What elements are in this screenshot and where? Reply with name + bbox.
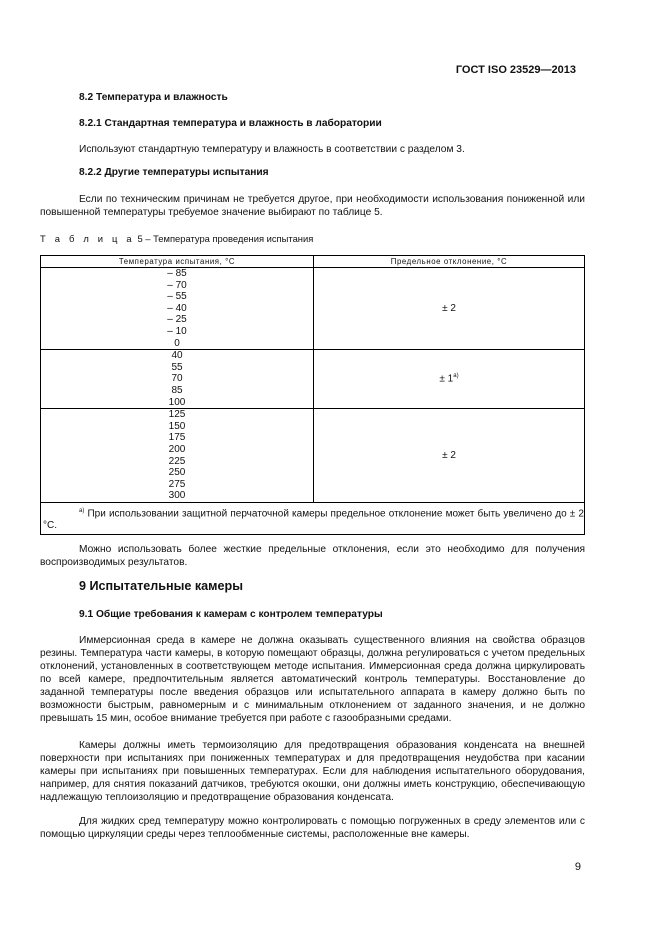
section-8-2-title: 8.2 Температура и влажность <box>79 92 228 103</box>
section-9-1-paragraph-1: Иммерсионная среда в камере не должна оказывать существенного влияния на свойства образцов резины. Температура части камеры, в которую помещают образцы, должна регулироваться с учетом предельных отклонений, установленных в соответствующем методе испытания. Иммерсионная среда должна циркулировать по всей камере, предпочтительным является автоматический контроль температуры. Восстановление до заданной температуры после введения образцов или испытательного аппарата в камеру должно быть по возможности быстрым, равномерным и с минимальным отклонением от заданного значения, и не должно превышать 15 мин, особое внимание требуется при работе с газообразными средами. <box>40 635 585 724</box>
section-8-2-2-title: 8.2.2 Другие температуры испытания <box>79 167 269 178</box>
temperature-value: 125 <box>168 409 186 421</box>
temperature-value: – 55 <box>167 291 187 303</box>
page-number: 9 <box>574 861 581 873</box>
temperature-value: 250 <box>168 467 186 479</box>
temperature-table <box>40 255 585 535</box>
temperature-value: 300 <box>168 490 186 502</box>
section-9-title: 9 Испытательные камеры <box>79 579 243 593</box>
table-caption-prefix: Т а б л и ц а <box>40 233 135 244</box>
footnote-ref: a) <box>453 373 459 380</box>
temperature-value: 40 <box>171 350 183 362</box>
table-row <box>41 268 585 350</box>
temperature-value: 200 <box>168 443 186 455</box>
table-footnote <box>41 502 585 534</box>
footnote-mark: a) <box>79 507 85 514</box>
section-8-2-2-text: Если по техническим причинам не требуется другое, при необходимости использования пониженной или повышенной температуры требуемое значение выбирают по таблице 5. <box>40 194 585 218</box>
temperature-value: – 10 <box>167 325 187 337</box>
table-caption <box>40 233 313 244</box>
deviation-value: ± 2 <box>442 303 456 315</box>
table-row <box>41 350 585 409</box>
section-9-1-title: 9.1 Общие требования к камерам с контролем температуры <box>79 609 383 620</box>
temperature-value: 0 <box>174 337 180 349</box>
table-caption-title: 5 – Температура проведения испытания <box>134 233 314 244</box>
deviation-cell <box>314 350 585 409</box>
deviation-cell <box>314 268 585 350</box>
footnote-text: При использовании защитной перчаточной камеры предельное отклонение может быть увеличено до ± 2 °С. <box>43 508 584 532</box>
section-9-1-paragraph-3: Для жидких сред температуру можно контролировать с помощью погруженных в среду элементов или с помощью циркуляции среды через теплообменные системы, расположенные вне камеры. <box>40 816 585 840</box>
after-table-text: Можно использовать более жесткие предельные отклонения, если это необходимо для получения воспроизводимых результатов. <box>40 544 585 568</box>
col-header-temperature: Температура испытания, °С <box>41 256 314 268</box>
temperature-cell <box>41 350 314 409</box>
temperature-value: 85 <box>171 384 183 396</box>
temperature-value: – 85 <box>167 268 187 279</box>
deviation-value: ± 1 <box>439 373 454 385</box>
temperature-cell <box>41 268 314 350</box>
section-9-1-paragraph-2: Камеры должны иметь термоизоляцию для предотвращения образования конденсата на внешней поверхности при испытаниях при пониженных температурах и для предотвращения неудобства при касании камеры при испытаниях при повышенных температурах. Если для наблюдения испытательного оборудования, например, для снятия показаний датчиков, требуются окошки, они должны иметь конструкцию, обеспечивающую надлежащую теплоизоляцию и предотвращение образования конденсата. <box>40 740 585 803</box>
section-8-2-1-title: 8.2.1 Стандартная температура и влажность в лаборатории <box>79 118 382 129</box>
temperature-value: 150 <box>168 420 186 432</box>
temperature-value: 55 <box>171 361 183 373</box>
table-row <box>41 409 585 503</box>
document-code: ГОСТ ISO 23529—2013 <box>455 64 576 76</box>
temperature-value: 275 <box>168 478 186 490</box>
temperature-value: 100 <box>168 396 186 408</box>
temperature-value: – 70 <box>167 279 187 291</box>
temperature-value: 225 <box>168 455 186 467</box>
deviation-cell <box>314 409 585 503</box>
temperature-value: – 40 <box>167 302 187 314</box>
temperature-value: 175 <box>168 432 186 444</box>
deviation-value: ± 2 <box>442 450 456 461</box>
table-footnote-row <box>41 502 585 534</box>
col-header-deviation: Предельное отклонение, °С <box>314 256 585 268</box>
section-8-2-1-text: Используют стандартную температуру и влажность в соответствии с разделом 3. <box>79 144 465 155</box>
temperature-value: 70 <box>171 373 183 385</box>
temperature-value: – 25 <box>167 314 187 326</box>
temperature-cell <box>41 409 314 503</box>
